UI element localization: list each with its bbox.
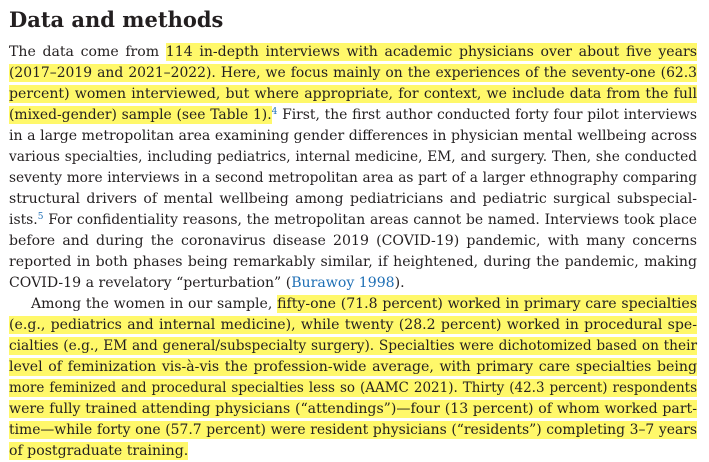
paragraph-2-line-1 — [31, 294, 697, 315]
highlighted-text: percent) women interviewed, but where appropriate, for context, we include data from the full — [9, 86, 697, 102]
paragraph-2-line-8 — [9, 441, 697, 462]
paragraph-1-line-12 — [9, 273, 697, 294]
paragraph-1-line-2 — [9, 63, 697, 84]
text-run: The data come from — [9, 44, 166, 60]
highlighted-text: level of feminization vis-à-vis the profession-wide average, with primary care specialties being — [9, 359, 697, 375]
paragraph-1-line-4 — [9, 105, 697, 126]
highlighted-text: were fully trained attending physicians (“attendings”)—four (13 percent) of whom worked part- — [9, 401, 697, 417]
paragraph-1-line-10: before and during the coronavirus disease 2019 (COVID-19) pandemic, with many concerns — [9, 233, 697, 249]
highlighted-text: (e.g., pediatrics and internal medicine), while twenty (28.2 percent) worked in procedural spe- — [9, 317, 697, 333]
paragraph-2-line-6 — [9, 399, 697, 420]
section-heading: Data and methods — [9, 7, 224, 32]
highlighted-text: (2017–2019 and 2021–2022). Here, we focus mainly on the experiences of the seventy-one (62.3 — [9, 65, 697, 81]
paragraph-2-line-5 — [9, 378, 697, 399]
paragraph-2-line-4 — [9, 357, 697, 378]
text-run: First, the first author conducted forty four pilot interviews — [277, 107, 697, 123]
highlighted-text: fifty-one (71.8 percent) worked in primary care specialties — [277, 296, 698, 312]
paragraph-1-line-6: various specialties, including pediatrics, internal medicine, EM, and surgery. Then, she conducted — [9, 149, 697, 165]
text-run: ). — [394, 275, 405, 291]
paragraph-2-line-3 — [9, 336, 697, 357]
text-run: ists. — [9, 212, 38, 228]
text-run: For confidentiality reasons, the metropolitan areas cannot be named. Interviews took place — [43, 212, 697, 228]
paragraph-1-line-3 — [9, 84, 697, 105]
paragraph-1-line-5: in a large metropolitan area examining gender differences in physician mental wellbeing across — [9, 128, 697, 144]
text-run: COVID-19 a revelatory “perturbation” ( — [9, 275, 292, 291]
paragraph-1-line-8: structural drivers of mental wellbeing among pediatricians and pediatric surgical subspecial- — [9, 191, 697, 207]
paragraph-2-line-2 — [9, 315, 697, 336]
paragraph-2-line-7 — [9, 420, 697, 441]
citation-burawoy-link[interactable]: Burawoy 1998 — [291, 275, 395, 291]
paragraph-1-line-11: reported in both phases being remarkably similar, if heightened, during the pandemic, making — [9, 254, 697, 270]
highlighted-text: more feminized and procedural specialties less so (AAMC 2021). Thirty (42.3 percent) respondents — [9, 380, 697, 396]
highlighted-text: of postgraduate training. — [9, 443, 189, 459]
footnote-4-link[interactable]: 4 — [271, 107, 278, 117]
text-run: Among the women in our sample, — [31, 296, 278, 312]
highlighted-text: cialties (e.g., EM and general/subspecialty surgery). Specialties were dichotomized based on their — [9, 338, 697, 354]
footnote-5-link[interactable]: 5 — [37, 212, 44, 222]
highlighted-text: 114 in-depth interviews with academic physicians over about five years — [165, 44, 697, 60]
highlighted-text: (mixed-gender) sample (see Table 1). — [9, 107, 272, 123]
paragraph-1-line-7: seventy more interviews in a second metropolitan area as part of a larger ethnography comparing — [9, 170, 697, 186]
paragraph-1-line-9 — [9, 210, 697, 231]
paragraph-1-line-1 — [9, 42, 697, 63]
highlighted-text: time—while forty one (57.7 percent) were resident physicians (“residents”) completing 3–7 years — [9, 422, 697, 438]
